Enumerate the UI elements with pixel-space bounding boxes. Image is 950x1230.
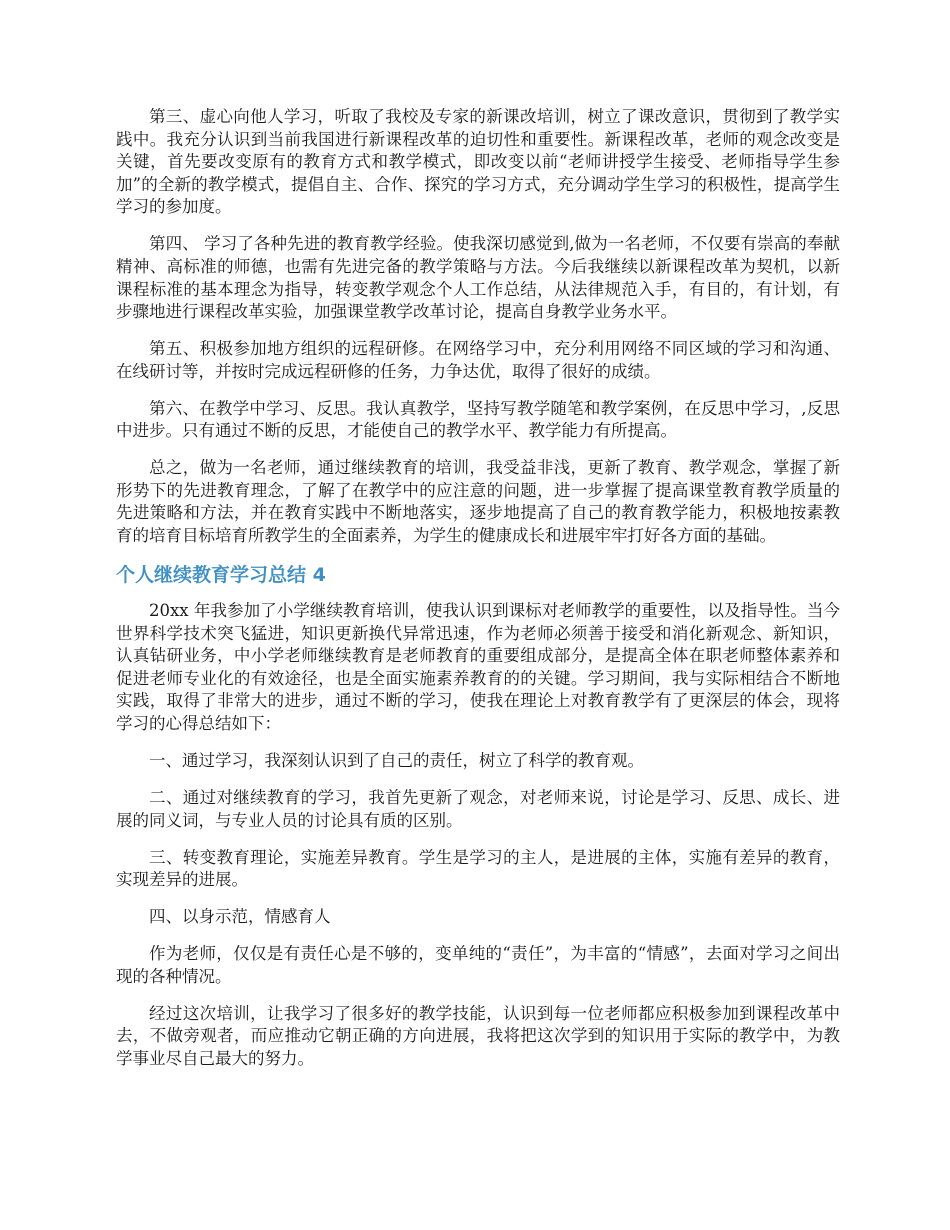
paragraph-sixth: 第六、在教学中学习、反思。我认真教学，坚持写教学随笔和教学案例，在反思中学习，,反思中进步。只有通过不断的反思，才能使自己的教学水平、教学能力有所提高。: [116, 398, 840, 441]
paragraph-responsibility: 作为老师，仅仅是有责任心是不够的，变单纯的“责任”，为丰富的“情感”，去面对学习之间出现的各种情况。: [116, 944, 840, 986]
paragraph-third: 第三、虚心向他人学习，听取了我校及专家的新课改培训，树立了课改意识，贯彻到了教学实践中。我充分认识到当前我国进行新课程改革的迫切性和重要性。新课程改革，老师的观念改变是关键，首先要改变原有的教育方式和教学模式，即改变以前“老师讲授学生接受、老师指导学生参加”的全新的教学模式，提倡自主、合作、探究的学习方式，充分调动学生学习的积极性，提高学生学习的参加度。: [116, 107, 840, 217]
paragraph-conclusion: 总之，做为一名老师，通过继续教育的培训，我受益非浅，更新了教育、教学观念，掌握了新形势下的先进教育理念，了解了在教学中的应注意的问题，进一步掌握了提高课堂教育教学质量的先进策略和方法，并在教育实践中不断地落实，逐步地提高了自己的教育教学能力，积极地按素教育的培育目标培育所教学生的全面素养，为学生的健康成长和进展牢牢打好各方面的基础。: [116, 458, 840, 546]
paragraph-closing: 经过这次培训，让我学习了很多好的教学技能，认识到每一位老师都应积极参加到课程改革中去，不做旁观者，而应推动它朝正确的方向进展，我将把这次学到的知识用于实际的教学中，为教学事业尽自己最大的努力。: [116, 1003, 840, 1068]
paragraph-point-four: 四、以身示范，情感育人: [149, 907, 331, 927]
document-page: [116, 106, 840, 1085]
paragraph-fifth: 第五、积极参加地方组织的远程研修。在网络学习中，充分利用网络不同区域的学习和沟通、在线研讨等，并按时完成远程研修的任务，力争达优，取得了很好的成绩。: [116, 339, 840, 381]
section-heading: 个人继续教育学习总结 4: [116, 564, 326, 587]
paragraph-point-two: 二、通过对继续教育的学习，我首先更新了观念，对老师来说，讨论是学习、反思、成长、进展的同义词，与专业人员的讨论具有质的区别。: [116, 787, 840, 830]
paragraph-fourth: 第四、 学习了各种先进的教育教学经验。使我深切感觉到,做为一名老师，不仅要有崇高的奉献精神、高标准的师德，也需有先进完备的教学策略与方法。今后我继续以新课程改革为契机，以新课程标准的基本理念为指导，转变教学观念个人工作总结，从法律规范入手，有目的，有计划，有步骤地进行课程改革实验，加强课堂教学改革讨论，提高自身教学业务水平。: [116, 234, 840, 322]
paragraph-intro: 20xx 年我参加了小学继续教育培训，使我认识到课标对老师教学的重要性，以及指导性。当今世界科学技术突飞猛进，知识更新换代异常迅速，作为老师必须善于接受和消化新观念、新知识，认真钻研业务，中小学老师继续教育是老师教育的重要组成部分，是提高全体在职老师整体素养和促进老师专业化的有效途径，也是全面实施素养教育的的关键。学习期间，我与实际相结合不断地实践，取得了非常大的进步，通过不断的学习，使我在理论上对教育教学有了更深层的体会，现将学习的心得总结如下：: [116, 601, 840, 734]
paragraph-point-three: 三、转变教育理论，实施差异教育。学生是学习的主人，是进展的主体，实施有差异的教育，实现差异的进展。: [116, 847, 840, 890]
paragraph-point-one: 一、通过学习，我深刻认识到了自己的责任，树立了科学的教育观。: [149, 751, 644, 770]
